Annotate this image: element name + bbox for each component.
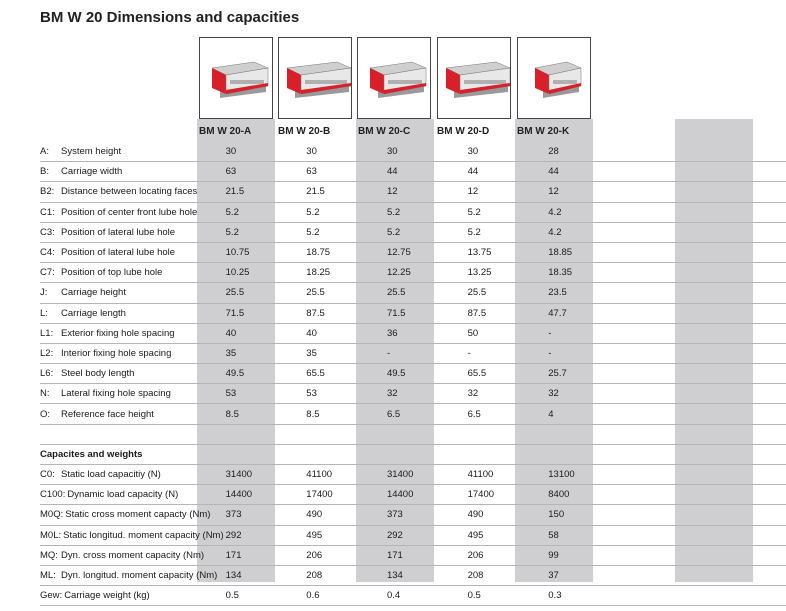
column-header: BM W 20-C — [358, 126, 411, 137]
row-label: Static longitud. moment capacity (Nm) — [63, 529, 224, 541]
cell-value: 41100 — [306, 469, 333, 481]
cell-value: 23.5 — [548, 287, 567, 299]
column-header: BM W 20-A — [199, 126, 252, 137]
row-code: L1: — [40, 327, 54, 339]
cell-value: 5.2 — [386, 206, 401, 218]
carriage-image-a — [199, 37, 273, 119]
row-code: Gew: — [40, 590, 63, 602]
cell-value: 5.2 — [306, 226, 320, 238]
cell-value: 63 — [225, 166, 237, 178]
cell-value: 5.2 — [386, 226, 401, 238]
linear-carriage-icon — [438, 38, 510, 118]
cell-value: 12 — [548, 186, 559, 198]
cell-value: 40 — [306, 327, 317, 339]
cell-value: 30 — [306, 146, 317, 158]
cell-value: 150 — [548, 509, 565, 521]
carriage-image-c — [357, 37, 431, 119]
row-label: Carriage length — [61, 307, 126, 319]
table-row — [40, 222, 786, 242]
cell-value: 5.2 — [467, 226, 481, 238]
cell-value: 13.25 — [467, 267, 492, 279]
cell-value: 6.5 — [386, 408, 401, 420]
cell-value: 21.5 — [225, 186, 245, 198]
carriage-image-k — [517, 37, 591, 119]
cell-value: 10.25 — [225, 267, 250, 279]
cell-value: 12 — [386, 186, 398, 198]
row-label: Position of lateral lube hole — [61, 226, 176, 238]
cell-value: 208 — [306, 570, 323, 582]
cell-value: 8400 — [548, 489, 570, 501]
cell-value: 490 — [306, 509, 323, 521]
cell-value: 134 — [386, 570, 403, 582]
column-header: BM W 20-B — [278, 126, 331, 137]
cell-value: 25.5 — [386, 287, 406, 299]
row-code: MQ: — [40, 549, 58, 561]
cell-value: 4.2 — [548, 226, 562, 238]
cell-value: 30 — [467, 146, 479, 158]
cell-value: 21.5 — [306, 186, 325, 198]
table-row — [40, 545, 786, 565]
row-code: C7: — [40, 267, 55, 279]
row-label: Carriage width — [61, 166, 123, 178]
carriage-image-b — [278, 37, 352, 119]
cell-value: 12.75 — [386, 247, 411, 259]
linear-carriage-icon — [200, 38, 272, 118]
row-code: ML: — [40, 570, 56, 582]
table-row — [40, 525, 786, 545]
table-row — [40, 142, 786, 162]
cell-value: 14400 — [225, 489, 253, 501]
cell-value: 28 — [548, 146, 559, 158]
table-row — [40, 303, 786, 323]
table-row — [40, 182, 786, 202]
cell-value: 495 — [467, 529, 484, 541]
cell-value: 25.7 — [548, 368, 567, 380]
cell-value: 35 — [225, 347, 237, 359]
cell-value: 18.25 — [306, 267, 331, 279]
cell-value: 49.5 — [386, 368, 406, 380]
table-row — [40, 505, 786, 525]
row-label: Static cross moment capacty (Nm) — [65, 509, 211, 521]
cell-value: 40 — [225, 327, 237, 339]
cell-value: 87.5 — [467, 307, 487, 319]
cell-value: 53 — [306, 388, 317, 400]
cell-value: 17400 — [306, 489, 333, 501]
cell-value: - — [467, 347, 471, 359]
row-label: Static load capacitiy (N) — [61, 469, 161, 481]
cell-value: 0.5 — [225, 590, 239, 602]
row-code: C4: — [40, 247, 55, 259]
row-label: Carriage weight (kg) — [64, 590, 150, 602]
row-code: M0Q: — [40, 509, 64, 521]
section-title-row — [40, 444, 786, 464]
table-row — [40, 565, 786, 585]
table-row — [40, 586, 786, 606]
cell-value: 208 — [467, 570, 484, 582]
cell-value: 99 — [548, 549, 559, 561]
cell-value: 13.75 — [467, 247, 492, 259]
cell-value: 4.2 — [548, 206, 562, 218]
cell-value: 50 — [467, 327, 479, 339]
cell-value: 134 — [225, 570, 242, 582]
cell-value: 44 — [467, 166, 479, 178]
row-label: Interior fixing hole spacing — [61, 347, 172, 359]
cell-value: - — [548, 327, 552, 339]
row-code: L: — [40, 307, 48, 319]
cell-value: 53 — [225, 388, 237, 400]
row-label: System height — [61, 146, 122, 158]
column-header: BM W 20-K — [517, 126, 570, 137]
row-label: Dynamic load capacity (N) — [67, 489, 179, 501]
row-label: Position of lateral lube hole — [61, 247, 176, 259]
column-header: BM W 20-D — [437, 126, 490, 137]
cell-value: 490 — [467, 509, 484, 521]
row-code: M0L: — [40, 529, 62, 541]
cell-value: 71.5 — [225, 307, 245, 319]
cell-value: 41100 — [467, 469, 494, 481]
row-label: Lateral fixing hole spacing — [61, 388, 171, 400]
cell-value: 0.4 — [386, 590, 401, 602]
table-row — [40, 202, 786, 222]
cell-value: 373 — [386, 509, 403, 521]
linear-carriage-icon — [279, 38, 351, 118]
table-row — [40, 283, 786, 303]
spec-table — [40, 142, 786, 606]
linear-carriage-icon — [518, 38, 590, 118]
section-title: Capacites and weights — [40, 448, 143, 460]
cell-value: 14400 — [386, 489, 414, 501]
cell-value: 49.5 — [225, 368, 245, 380]
cell-value: 25.5 — [467, 287, 487, 299]
row-code: C100: — [40, 489, 66, 501]
linear-carriage-icon — [358, 38, 430, 118]
cell-value: 12.25 — [386, 267, 411, 279]
cell-value: 30 — [225, 146, 237, 158]
table-row — [40, 465, 786, 485]
row-code: B: — [40, 166, 49, 178]
cell-value: 13100 — [548, 469, 575, 481]
cell-value: 25.5 — [225, 287, 245, 299]
cell-value: 32 — [467, 388, 479, 400]
cell-value: 37 — [548, 570, 559, 582]
row-code: L2: — [40, 347, 54, 359]
cell-value: 206 — [467, 549, 484, 561]
cell-value: 0.6 — [306, 590, 320, 602]
row-label: Steel body length — [61, 368, 135, 380]
table-row — [40, 364, 786, 384]
cell-value: 292 — [225, 529, 242, 541]
row-label: Carriage height — [61, 287, 126, 299]
cell-value: 373 — [225, 509, 242, 521]
cell-value: 44 — [548, 166, 559, 178]
cell-value: 292 — [386, 529, 403, 541]
row-code: J: — [40, 287, 48, 299]
cell-value: 65.5 — [306, 368, 325, 380]
cell-value: 12 — [467, 186, 479, 198]
cell-value: - — [386, 347, 391, 359]
row-code: C0: — [40, 469, 55, 481]
row-label: Distance between locating faces — [61, 186, 198, 198]
cell-value: 8.5 — [306, 408, 320, 420]
row-label: Dyn. longitud. moment capacity (Nm) — [61, 570, 218, 582]
cell-value: 18.85 — [548, 247, 573, 259]
table-row — [40, 485, 786, 505]
row-code: N: — [40, 388, 50, 400]
table-row — [40, 343, 786, 363]
cell-value: 18.75 — [306, 247, 331, 259]
cell-value: 4 — [548, 408, 554, 420]
cell-value: 206 — [306, 549, 323, 561]
row-code: A: — [40, 146, 49, 158]
cell-value: 5.2 — [225, 206, 239, 218]
cell-value: 6.5 — [467, 408, 481, 420]
cell-value: 65.5 — [467, 368, 487, 380]
cell-value: 0.5 — [467, 590, 481, 602]
cell-value: 5.2 — [225, 226, 239, 238]
cell-value: 495 — [306, 529, 323, 541]
row-code: C1: — [40, 206, 55, 218]
cell-value: 31400 — [225, 469, 253, 481]
table-row — [40, 263, 786, 283]
cell-value: 47.7 — [548, 307, 567, 319]
cell-value: 17400 — [467, 489, 495, 501]
carriage-image-d — [437, 37, 511, 119]
cell-value: 171 — [225, 549, 242, 561]
cell-value: 87.5 — [306, 307, 325, 319]
cell-value: 171 — [386, 549, 403, 561]
cell-value: 35 — [306, 347, 317, 359]
cell-value: 32 — [548, 388, 559, 400]
cell-value: 5.2 — [306, 206, 320, 218]
cell-value: 71.5 — [386, 307, 406, 319]
table-row — [40, 404, 786, 424]
cell-value: 0.3 — [548, 590, 562, 602]
cell-value: 25.5 — [306, 287, 325, 299]
table-row — [40, 384, 786, 404]
table-row — [40, 162, 786, 182]
row-code: B2: — [40, 186, 55, 198]
row-label: Position of center front lube hole — [61, 206, 198, 218]
cell-value: 18.35 — [548, 267, 573, 279]
table-row — [40, 242, 786, 262]
page-title: BM W 20 Dimensions and capacities — [40, 9, 300, 26]
cell-value: 31400 — [386, 469, 414, 481]
row-label: Position of top lube hole — [61, 267, 163, 279]
row-code: L6: — [40, 368, 54, 380]
cell-value: 5.2 — [467, 206, 481, 218]
cell-value: 30 — [386, 146, 398, 158]
cell-value: 63 — [306, 166, 317, 178]
cell-value: 36 — [386, 327, 398, 339]
cell-value: 8.5 — [225, 408, 239, 420]
row-label: Reference face height — [61, 408, 154, 420]
spacer-row — [40, 424, 786, 444]
cell-value: 58 — [548, 529, 559, 541]
cell-value: 10.75 — [225, 247, 250, 259]
row-code: C3: — [40, 226, 55, 238]
row-label: Exterior fixing hole spacing — [61, 327, 175, 339]
cell-value: 32 — [386, 388, 398, 400]
cell-value: - — [548, 347, 552, 359]
table-row — [40, 323, 786, 343]
cell-value: 44 — [386, 166, 398, 178]
row-label: Dyn. cross moment capacity (Nm) — [61, 549, 205, 561]
row-code: O: — [40, 408, 51, 420]
